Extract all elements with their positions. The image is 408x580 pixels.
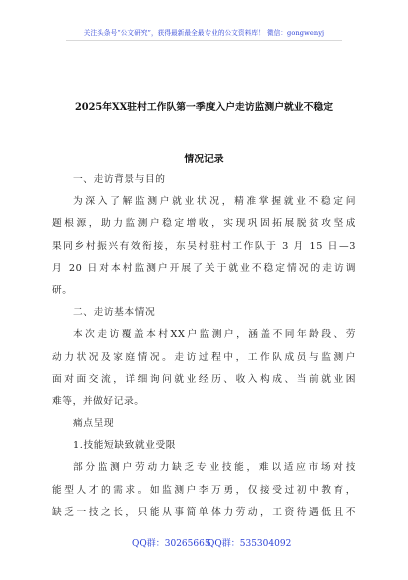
body-line: 难等，并做好记录。 <box>52 395 145 407</box>
document-title-line-2: 情况记录 <box>184 154 224 165</box>
footer-contact <box>0 536 408 550</box>
body-line: 部分监测户劳动力缺乏专业技能，难以适应市场对技 <box>73 462 356 474</box>
body-line: 为深入了解监测户就业状况，精准掌握就业不稳定问 <box>73 196 356 208</box>
body-line: 月 20 日对本村监测户开展了关于就业不稳定情况的走访调 <box>52 262 356 274</box>
footer-qq-group-2: QQ群：535304092 <box>207 539 292 549</box>
header-promo-note: 关注头条号“公文研究”，获得最新最全最专业的公文资料库！ 微信：gongwenyj <box>83 29 325 37</box>
body-line: 能型人才的需求。如监测户李万勇，仅接受过初中教育， <box>52 484 356 496</box>
section-heading-basic-info: 二、走访基本情况 <box>73 307 156 319</box>
body-line: 果同乡村振兴有效衔接，东吴村驻村工作队于 3 月 15 日—3 <box>52 240 356 252</box>
body-line: 面对面交流，详细询问就业经历、收入构成、当前就业困 <box>52 373 356 385</box>
body-line: 研。 <box>52 284 73 296</box>
body-line: 缺乏一技之长，只能从事简单体力劳动，工资待遇低且不 <box>52 506 356 518</box>
body-line: 动力状况及家庭情况。走访过程中，工作队成员与监测户 <box>52 351 356 363</box>
document-body <box>52 169 356 524</box>
section-heading-background: 一、走访背景与目的 <box>73 174 166 185</box>
body-line: 本次走访覆盖本村XX户监测户，涵盖不同年龄段、劳 <box>73 329 356 341</box>
document-title-line-1: 2025年XX驻村工作队第一季度入户走访监测户就业不稳定 <box>74 102 333 113</box>
header-divider <box>66 40 342 41</box>
section-heading-pain-points: 痛点呈现 <box>73 418 115 430</box>
body-line: 题根源，助力监测户稳定增收，实现巩固拓展脱贫攻坚成 <box>52 218 356 230</box>
subsection-heading-skills: 1.技能短缺致就业受限 <box>73 440 177 452</box>
footer-qq-group-1: QQ群：30265665 <box>132 539 211 549</box>
